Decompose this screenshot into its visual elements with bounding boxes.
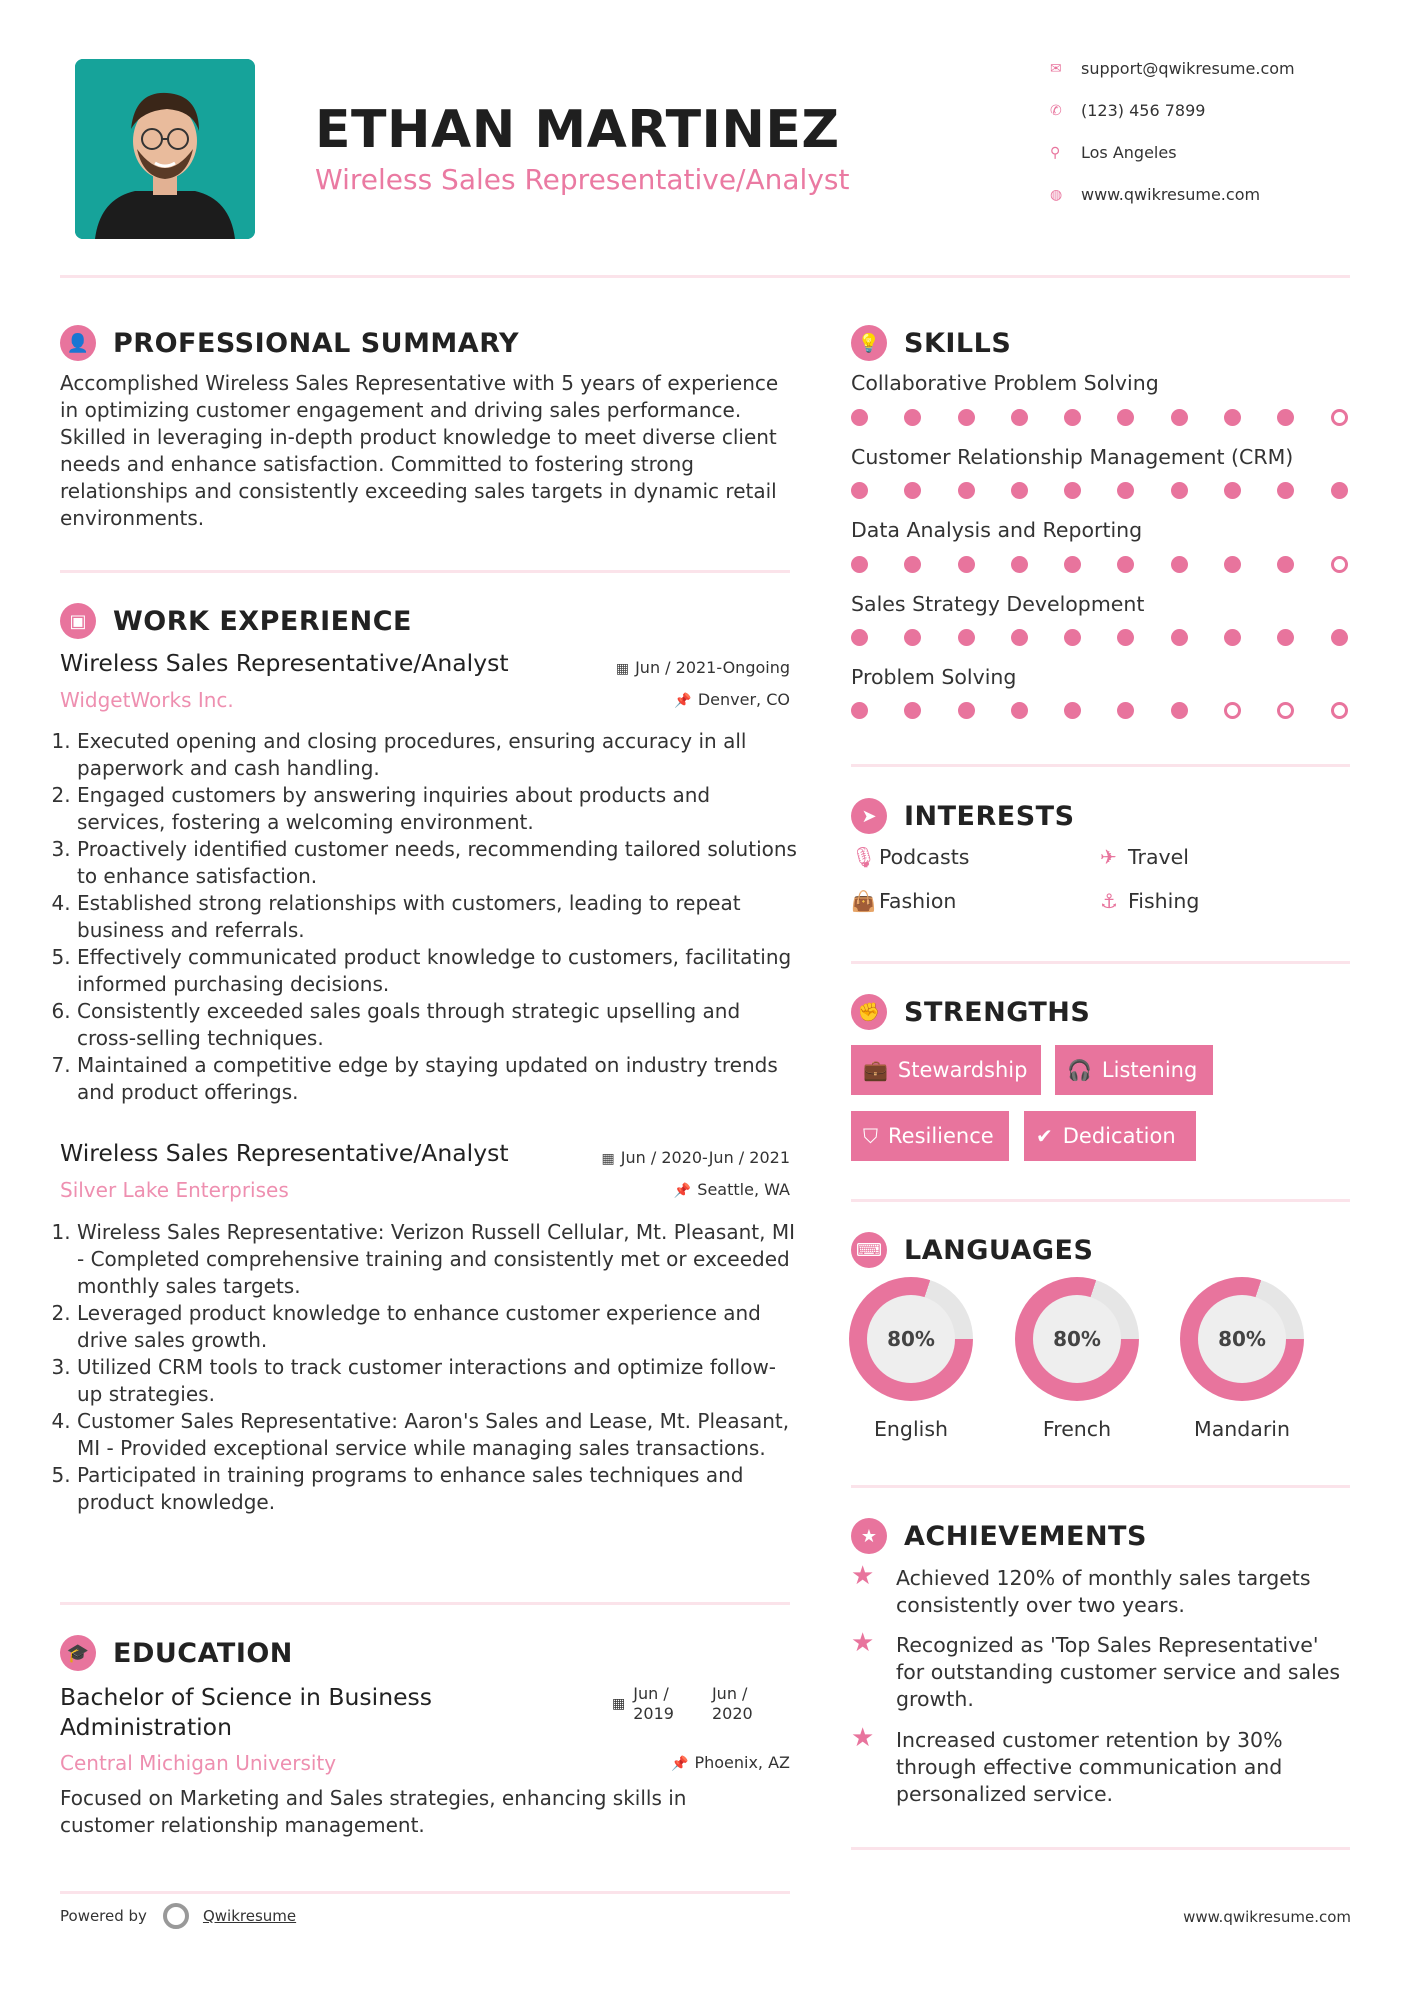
- degree-title-line: Administration: [60, 1713, 232, 1741]
- job-location-text: Denver, CO: [697, 690, 790, 709]
- star-icon: ★: [851, 1518, 887, 1554]
- filled-dot: [851, 409, 868, 426]
- contact-website-text: www.qwikresume.com: [1081, 185, 1261, 204]
- filled-dot: [904, 629, 921, 646]
- filled-dot: [1064, 629, 1081, 646]
- skill-name: Collaborative Problem Solving: [851, 371, 1159, 395]
- job-location: [674, 1180, 790, 1199]
- languages-heading-text: LANGUAGES: [904, 1234, 1094, 1266]
- achievements-divider: [851, 1847, 1350, 1850]
- filled-dot: [1224, 556, 1241, 573]
- calendar-icon: ▦: [601, 1151, 615, 1167]
- list-item: 5. Effectively communicated product knowledge to customers, facilitating informed purchasing decisions.: [77, 944, 798, 998]
- job-date-text: Jun / 2021-Ongoing: [635, 658, 790, 677]
- summary-divider: [60, 570, 790, 573]
- school-name: Central Michigan University: [60, 1751, 337, 1775]
- paper-plane-icon: ➤: [851, 798, 887, 834]
- filled-dot: [1277, 409, 1294, 426]
- filled-dot: [1224, 482, 1241, 499]
- calendar-icon: ▦: [612, 1696, 626, 1712]
- headphones-icon: 🎧: [1067, 1058, 1092, 1082]
- list-item: 5. Participated in training programs to enhance sales techniques and product knowledge.: [77, 1462, 798, 1516]
- degree-title-line: Bachelor of Science in Business: [60, 1683, 433, 1711]
- interests-heading: [851, 798, 1075, 834]
- briefcase-icon: 💼: [863, 1058, 888, 1082]
- experience-divider: [60, 1602, 790, 1605]
- anchor-icon: ⚓: [1100, 889, 1118, 913]
- achievement-item: ★ Increased customer retention by 30% through effective communication and personalized service.: [851, 1723, 1283, 1806]
- strengths-heading: [851, 994, 1090, 1030]
- education-date-end: Jun / 2020: [711, 1684, 753, 1723]
- languages-divider: [851, 1485, 1350, 1488]
- list-item: 1. Executed opening and closing procedures, ensuring accuracy in all paperwork and cash handling.: [77, 728, 798, 782]
- strength-badge: ✔ Dedication: [1024, 1111, 1196, 1161]
- star-icon: ★: [851, 1723, 875, 1753]
- filled-dot: [1117, 409, 1134, 426]
- job-title: Wireless Sales Representative/Analyst: [60, 649, 509, 677]
- filled-dot: [851, 482, 868, 499]
- user-icon: 👤: [60, 325, 96, 361]
- pin-icon: 📌: [671, 1756, 689, 1772]
- plane-icon: ✈: [1100, 845, 1117, 869]
- shopping-bag-icon: 👜: [851, 889, 876, 913]
- job-date: [602, 1148, 790, 1167]
- filled-dot: [1171, 482, 1188, 499]
- microphone-icon: 🎙: [851, 845, 877, 869]
- filled-dot: [1064, 556, 1081, 573]
- language-name: Mandarin: [1194, 1417, 1290, 1441]
- list-item: 4. Established strong relationships with customers, leading to repeat business and referrals.: [77, 890, 798, 944]
- education-location-text: Phoenix, AZ: [694, 1753, 790, 1772]
- interest-fashion: 👜 Fashion: [851, 889, 957, 913]
- skills-divider: [851, 764, 1350, 767]
- education-heading: [60, 1635, 293, 1671]
- contact-website[interactable]: [1050, 185, 1260, 204]
- filled-dot: [1011, 702, 1028, 719]
- interest-fishing: ⚓ Fishing: [1100, 889, 1200, 913]
- filled-dot: [1064, 482, 1081, 499]
- candidate-name: ETHAN MARTINEZ: [315, 100, 840, 160]
- skill-rating: [851, 702, 1348, 719]
- filled-dot: [1064, 409, 1081, 426]
- summary-text: Accomplished Wireless Sales Representative with 5 years of experience in optimizing customer engagement and driving sales performance. Skilled in leveraging in-depth product knowledge to meet diverse client needs and enhance satisfaction. Committed to fostering strong relationships and consistently exceeding sales targets in dynamic retail environments.: [60, 371, 779, 530]
- filled-dot: [1224, 629, 1241, 646]
- empty-dot: [1331, 702, 1348, 719]
- filled-dot: [958, 629, 975, 646]
- achievement-item: ★ Recognized as 'Top Sales Representative' for outstanding customer service and sales growth.: [851, 1628, 1341, 1711]
- filled-dot: [1171, 556, 1188, 573]
- filled-dot: [958, 556, 975, 573]
- filled-dot: [1011, 482, 1028, 499]
- qwikresume-logo-icon: [163, 1903, 189, 1929]
- achievements-heading-text: ACHIEVEMENTS: [904, 1520, 1147, 1552]
- list-item: 3. Proactively identified customer needs, recommending tailored solutions to enhance satisfaction.: [77, 836, 798, 890]
- filled-dot: [904, 409, 921, 426]
- language-item: [849, 1277, 973, 1441]
- filled-dot: [1011, 629, 1028, 646]
- strength-badge: ⛉ Resilience: [851, 1111, 1009, 1161]
- language-name: French: [1042, 1417, 1112, 1441]
- experience-heading: [60, 603, 412, 639]
- filled-dot: [1277, 629, 1294, 646]
- job-duties-list: [58, 728, 798, 1106]
- pin-icon: 📌: [674, 693, 692, 709]
- skills-heading: [851, 325, 1011, 361]
- degree-title: [60, 1682, 432, 1742]
- list-item: 3. Utilized CRM tools to track customer interactions and optimize follow-up strategies.: [77, 1354, 798, 1408]
- interest-podcasts: 🎙 Podcasts: [851, 845, 970, 869]
- skill-name: Problem Solving: [851, 665, 1017, 689]
- phone-icon: ✆: [1050, 102, 1062, 119]
- language-percent: 80%: [1033, 1295, 1121, 1383]
- skill-rating: [851, 409, 1348, 426]
- avatar: [75, 59, 255, 239]
- filled-dot: [1171, 409, 1188, 426]
- briefcase-icon: ▣: [60, 603, 96, 639]
- filled-dot: [1224, 409, 1241, 426]
- job-location: [674, 690, 790, 709]
- list-item: 2. Leveraged product knowledge to enhance customer experience and drive sales growth.: [77, 1300, 798, 1354]
- summary-heading: [60, 325, 519, 361]
- filled-dot: [1171, 629, 1188, 646]
- map-pin-icon: ⚲: [1050, 144, 1061, 161]
- education-location: [671, 1753, 790, 1772]
- skill-rating: [851, 482, 1348, 499]
- filled-dot: [1277, 556, 1294, 573]
- education-heading-text: EDUCATION: [113, 1637, 293, 1669]
- languages-heading: [851, 1232, 1093, 1268]
- summary-heading-text: PROFESSIONAL SUMMARY: [113, 327, 520, 359]
- education-description: Focused on Marketing and Sales strategies, enhancing skills in customer relationship management.: [60, 1786, 687, 1837]
- empty-dot: [1331, 409, 1348, 426]
- star-icon: ★: [851, 1561, 875, 1591]
- language-percent: 80%: [867, 1295, 955, 1383]
- filled-dot: [1117, 556, 1134, 573]
- filled-dot: [851, 556, 868, 573]
- globe-icon: ◍: [1050, 186, 1063, 203]
- job-company: Silver Lake Enterprises: [60, 1178, 289, 1202]
- interests-heading-text: INTERESTS: [904, 800, 1075, 832]
- strength-badge: 🎧 Listening: [1055, 1045, 1213, 1095]
- filled-dot: [1117, 629, 1134, 646]
- fist-icon: ✊: [851, 994, 887, 1030]
- powered-by-text: Powered by: [60, 1907, 147, 1925]
- job-title: Wireless Sales Representative/Analyst: [60, 1139, 509, 1167]
- lightbulb-icon: 💡: [851, 325, 887, 361]
- filled-dot: [1117, 482, 1134, 499]
- filled-dot: [1064, 702, 1081, 719]
- pin-icon: 📌: [673, 1183, 692, 1199]
- filled-dot: [958, 702, 975, 719]
- filled-dot: [851, 629, 868, 646]
- candidate-title: Wireless Sales Representative/Analyst: [315, 163, 850, 196]
- star-icon: ★: [851, 1628, 875, 1658]
- job-date: [616, 658, 790, 677]
- strengths-heading-text: STRENGTHS: [904, 996, 1091, 1028]
- list-item: 6. Consistently exceeded sales goals through strategic upselling and cross-selling techniques.: [77, 998, 798, 1052]
- filled-dot: [1117, 702, 1134, 719]
- language-item: [1015, 1277, 1139, 1441]
- filled-dot: [851, 702, 868, 719]
- list-item: 1. Wireless Sales Representative: Verizon Russell Cellular, Mt. Pleasant, MI - Completed comprehensive training and consistently met or exceeded monthly sales targets.: [77, 1219, 798, 1300]
- achievement-item: ★ Achieved 120% of monthly sales targets consistently over two years.: [851, 1561, 1311, 1617]
- language-name: English: [873, 1417, 949, 1441]
- footer-website[interactable]: www.qwikresume.com: [1183, 1908, 1351, 1926]
- experience-heading-text: WORK EXPERIENCE: [113, 605, 412, 637]
- language-icon: ⌨: [851, 1232, 887, 1268]
- contact-phone[interactable]: [1050, 101, 1205, 120]
- filled-dot: [1331, 629, 1348, 646]
- strength-badge: 💼 Stewardship: [851, 1045, 1041, 1095]
- skills-heading-text: SKILLS: [904, 327, 1012, 359]
- contact-email[interactable]: [1050, 59, 1295, 78]
- contact-phone-text: (123) 456 7899: [1081, 101, 1206, 120]
- language-ring: [849, 1277, 973, 1401]
- powered-by: [60, 1903, 296, 1929]
- language-ring: [1180, 1277, 1304, 1401]
- interest-travel: ✈ Travel: [1100, 845, 1189, 869]
- envelope-icon: ✉: [1050, 60, 1062, 77]
- education-date: [612, 1684, 753, 1724]
- filled-dot: [958, 482, 975, 499]
- calendar-icon: ▦: [615, 661, 630, 677]
- job-duties-list: [58, 1219, 798, 1516]
- interests-divider: [851, 961, 1350, 964]
- shield-icon: ⛉: [863, 1124, 878, 1148]
- check-circle-icon: ✔: [1036, 1124, 1053, 1148]
- filled-dot: [958, 409, 975, 426]
- filled-dot: [1331, 482, 1348, 499]
- filled-dot: [1011, 556, 1028, 573]
- filled-dot: [1171, 702, 1188, 719]
- profile-photo: [75, 59, 255, 239]
- filled-dot: [904, 482, 921, 499]
- contact-email-text: support@qwikresume.com: [1081, 59, 1295, 78]
- filled-dot: [1277, 482, 1294, 499]
- list-item: 7. Maintained a competitive edge by staying updated on industry trends and product offerings.: [77, 1052, 798, 1106]
- skill-rating: [851, 556, 1348, 573]
- filled-dot: [1011, 409, 1028, 426]
- skill-name: Customer Relationship Management (CRM): [851, 445, 1294, 469]
- contact-location-text: Los Angeles: [1081, 143, 1177, 162]
- language-ring: [1015, 1277, 1139, 1401]
- graduation-cap-icon: 🎓: [60, 1635, 96, 1671]
- education-divider: [60, 1891, 790, 1894]
- empty-dot: [1224, 702, 1241, 719]
- skill-rating: [851, 629, 1348, 646]
- language-percent: 80%: [1198, 1295, 1286, 1383]
- qwikresume-link[interactable]: Qwikresume: [202, 1907, 297, 1925]
- strengths-divider: [851, 1199, 1350, 1202]
- achievements-heading: [851, 1518, 1147, 1554]
- filled-dot: [904, 556, 921, 573]
- list-item: 2. Engaged customers by answering inquiries about products and services, fostering a welcoming environment.: [77, 782, 798, 836]
- empty-dot: [1277, 702, 1294, 719]
- skill-name: Data Analysis and Reporting: [851, 518, 1143, 542]
- language-item: [1180, 1277, 1304, 1441]
- list-item: 4. Customer Sales Representative: Aaron's Sales and Lease, Mt. Pleasant, MI - Provided exceptional service while managing sales transactions.: [77, 1408, 798, 1462]
- job-location-text: Seattle, WA: [697, 1180, 790, 1199]
- contact-location: [1050, 143, 1177, 162]
- education-date-start: Jun / 2019: [633, 1684, 674, 1723]
- header-divider: [60, 275, 1350, 278]
- job-company: WidgetWorks Inc.: [60, 688, 234, 712]
- empty-dot: [1331, 556, 1348, 573]
- filled-dot: [904, 702, 921, 719]
- skill-name: Sales Strategy Development: [851, 592, 1145, 616]
- job-date-text: Jun / 2020-Jun / 2021: [620, 1148, 790, 1167]
